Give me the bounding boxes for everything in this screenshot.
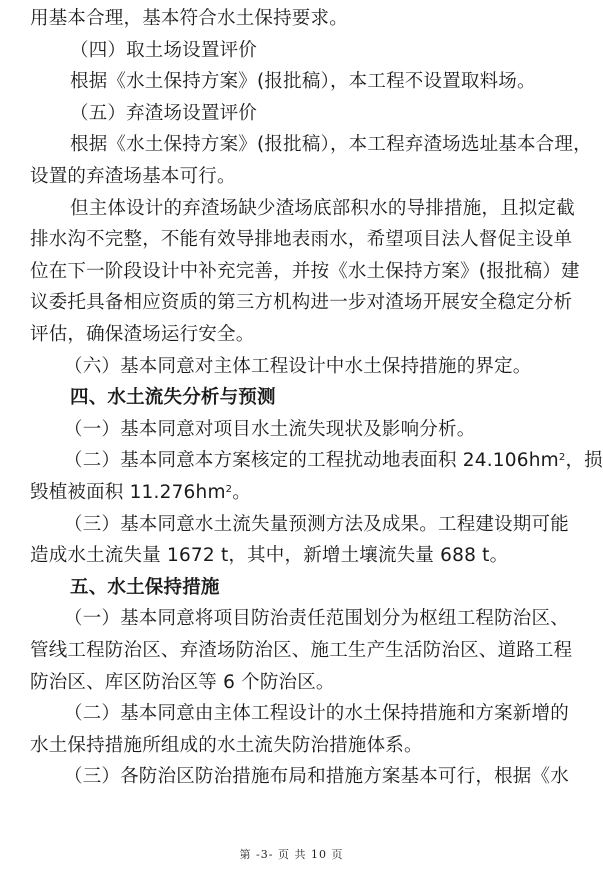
paragraph-line: 设置的弃渣场基本可行。: [30, 166, 236, 187]
line-text: （二）基本同意本方案核定的工程扰动地表面积 24.106hm: [64, 450, 559, 472]
paragraph-line: [30, 478, 561, 508]
section-heading: （五）弃渣场设置评价: [70, 102, 258, 124]
paragraph-line: 议委托具备相应资质的第三方机构进一步对渣场开展安全稳定分析: [30, 292, 573, 314]
paragraph-line: 管线工程防治区、弃渣场防治区、施工生产生活防治区、道路工程: [30, 640, 573, 661]
paragraph-line: （六）基本同意对主体工程设计中水土保持措施的界定。: [64, 355, 532, 377]
paragraph-line: （二）基本同意由主体工程设计的水土保持措施和方案新增的: [64, 703, 569, 725]
paragraph-line: 用基本合理，基本符合水土保持要求。: [30, 8, 348, 29]
paragraph-line: （三）基本同意水土流失量预测方法及成果。工程建设期可能: [64, 513, 569, 535]
paragraph-line: 根据《水土保持方案》(报批稿），本工程不设置取料场。: [70, 71, 536, 93]
superscript: 2: [225, 484, 233, 495]
paragraph-line: [64, 446, 603, 476]
chapter-heading: 四、水土流失分析与预测: [70, 387, 276, 409]
section-heading: （四）取土场设置评价: [70, 39, 258, 61]
paragraph-line: 防治区、库区防治区等 6 个防治区。: [30, 671, 335, 693]
line-text: 毁植被面积 11.276hm: [30, 482, 226, 503]
paragraph-line: 水土保持措施所组成的水土流失防治措施体系。: [30, 734, 423, 756]
page-footer: 第 -3- 页 共 10 页: [239, 848, 344, 861]
paragraph-line: （一）基本同意将项目防治责任范围划分为枢纽工程防治区、: [64, 608, 569, 630]
paragraph-line: （一）基本同意对项目水土流失现状及影响分析。: [64, 418, 476, 440]
line-text: 。: [232, 482, 251, 503]
chapter-heading: 五、水土保持措施: [70, 576, 220, 598]
paragraph-line: 根据《水土保持方案》(报批稿），本工程弃渣场选址基本合理，: [70, 134, 592, 156]
paragraph-line: 评估，确保渣场运行安全。: [30, 324, 255, 345]
line-text: ，损: [565, 450, 603, 472]
paragraph-line: 造成水土流失量 1672 t，其中，新增土壤流失量 688 t。: [30, 545, 509, 567]
superscript: 2: [558, 452, 566, 464]
paragraph-line: （三）各防治区防治措施布局和措施方案基本可行，根据《水: [64, 766, 569, 788]
paragraph-line: 但主体设计的弃渣场缺少渣场底部积水的导排措施，且拟定截: [70, 197, 575, 219]
paragraph-line: 排水沟不完整，不能有效导排地表雨水，希望项目法人督促主设单: [30, 229, 573, 251]
paragraph-line: 位在下一阶段设计中补充完善，并按《水土保持方案》(报批稿）建: [30, 260, 580, 282]
